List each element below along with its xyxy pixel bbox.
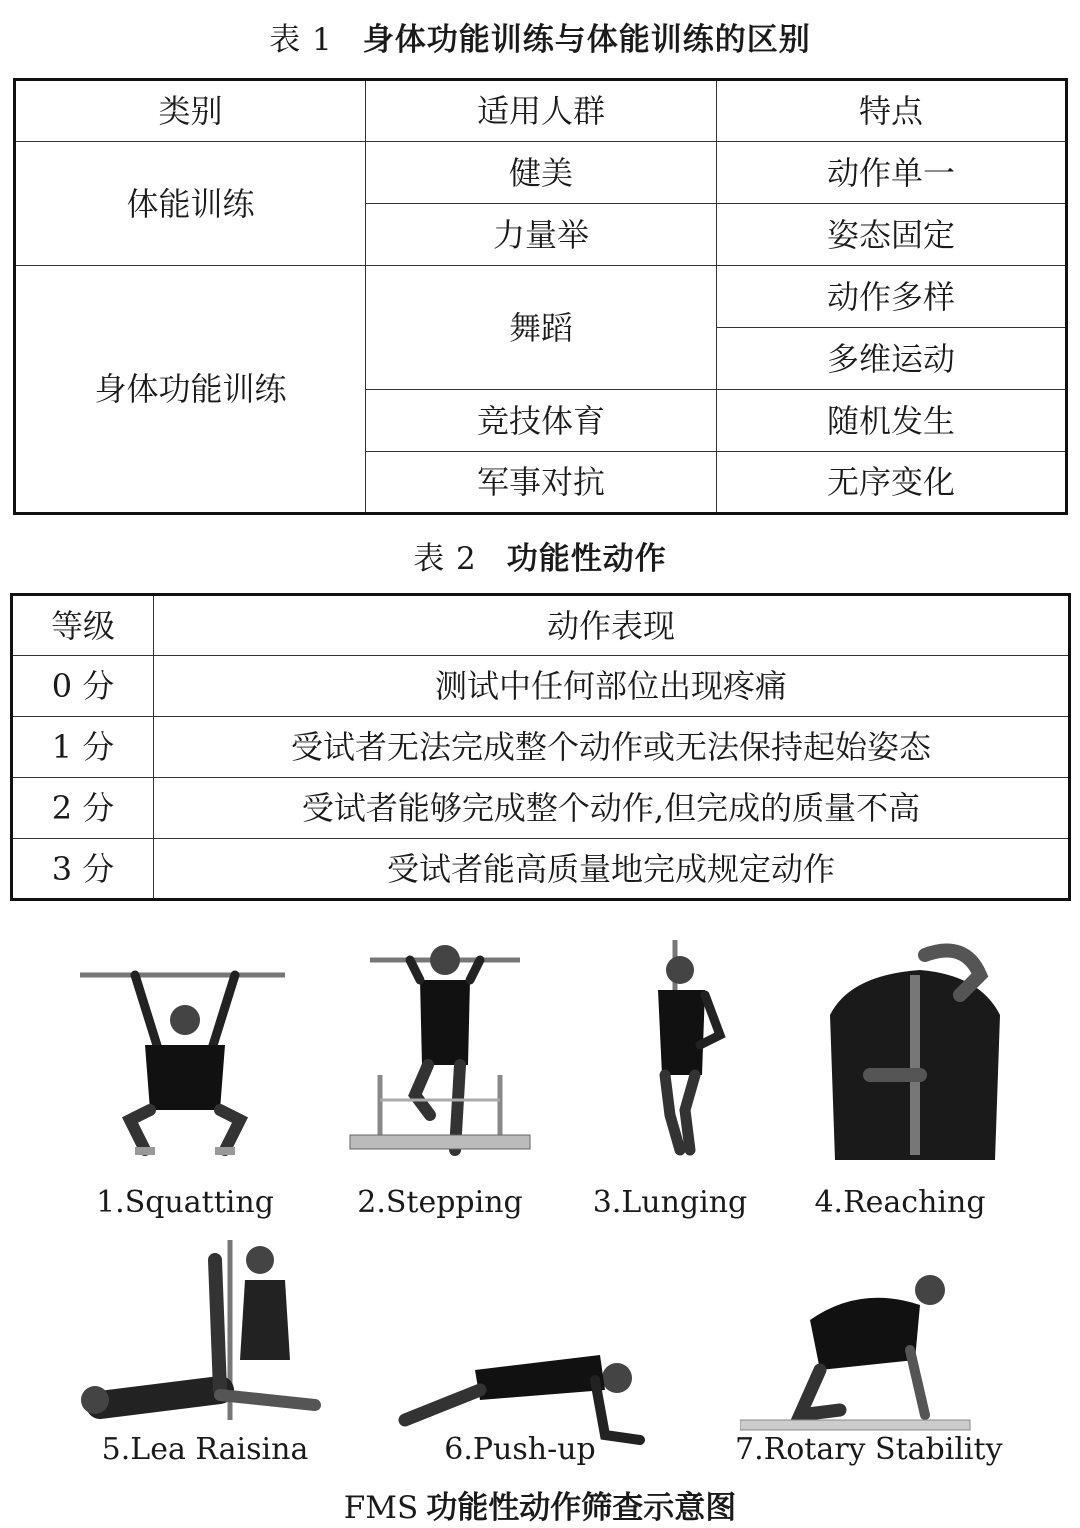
category-cell: 体能训练 — [15, 142, 366, 266]
description-cell: 受试者能高质量地完成规定动作 — [154, 839, 1070, 900]
feature-cell: 动作多样 — [717, 266, 1067, 328]
description-cell: 受试者无法完成整个动作或无法保持起始姿态 — [154, 717, 1070, 778]
header-cell: 动作表现 — [154, 595, 1070, 656]
table-header-row — [12, 595, 1070, 656]
header-cell: 适用人群 — [366, 80, 717, 142]
figure-label: 4.Reaching — [814, 1185, 986, 1220]
population-cell: 健美 — [366, 142, 717, 204]
rotary-stability-figure-icon — [740, 1230, 975, 1455]
grade-cell: 2 分 — [12, 778, 154, 839]
leg-raise-figure-icon — [80, 1230, 330, 1455]
figure-label: 5.Lea Raisina — [101, 1432, 309, 1467]
table2-title-text: 功能性动作 — [506, 541, 667, 577]
feature-cell: 动作单一 — [717, 142, 1067, 204]
inline-lunge-figure-icon — [570, 935, 790, 1160]
grade-cell: 0 分 — [12, 656, 154, 717]
table-row — [12, 717, 1070, 778]
feature-cell: 多维运动 — [717, 328, 1067, 390]
feature-cell: 无序变化 — [717, 452, 1067, 514]
table-row — [12, 839, 1070, 900]
population-cell: 竞技体育 — [366, 390, 717, 452]
table2-title — [0, 533, 1080, 578]
figure-caption — [0, 1482, 1080, 1527]
feature-cell: 随机发生 — [717, 390, 1067, 452]
table-row — [15, 142, 1067, 204]
table-row — [15, 266, 1067, 328]
header-cell: 类别 — [15, 80, 366, 142]
training-comparison-table — [13, 78, 1068, 515]
population-cell: 军事对抗 — [366, 452, 717, 514]
grade-cell: 1 分 — [12, 717, 154, 778]
figure-label: 6.Push-up — [444, 1432, 596, 1467]
description-cell: 受试者能够完成整个动作,但完成的质量不高 — [154, 778, 1070, 839]
figure-label: 7.Rotary Stability — [735, 1432, 1003, 1467]
table1-number: 表 1 — [269, 22, 333, 58]
shoulder-reach-figure-icon — [810, 935, 1030, 1160]
header-cell: 等级 — [12, 595, 154, 656]
figure-label: 2.Stepping — [357, 1185, 523, 1220]
description-cell: 测试中任何部位出现疼痛 — [154, 656, 1070, 717]
population-cell: 力量举 — [366, 204, 717, 266]
figure-label: 1.Squatting — [96, 1185, 274, 1220]
table1-title-text: 身体功能训练与体能训练的区别 — [362, 22, 811, 58]
feature-cell: 姿态固定 — [717, 204, 1067, 266]
table-row — [12, 656, 1070, 717]
population-cell: 舞蹈 — [366, 266, 717, 390]
category-cell: 身体功能训练 — [15, 266, 366, 514]
header-cell: 特点 — [717, 80, 1067, 142]
functional-movement-table — [10, 593, 1071, 901]
table1-title — [0, 14, 1080, 59]
table-header-row — [15, 80, 1067, 142]
hurdle-step-figure-icon — [330, 935, 550, 1160]
push-up-figure-icon — [395, 1230, 655, 1455]
figure-caption-text: 功能性动作筛查示意图 — [426, 1490, 737, 1526]
table-row — [12, 778, 1070, 839]
table2-number: 表 2 — [413, 541, 477, 577]
figure-label: 3.Lunging — [592, 1185, 748, 1220]
figure-caption-prefix: FMS — [343, 1490, 419, 1526]
grade-cell: 3 分 — [12, 839, 154, 900]
squat-figure-icon — [75, 935, 295, 1160]
